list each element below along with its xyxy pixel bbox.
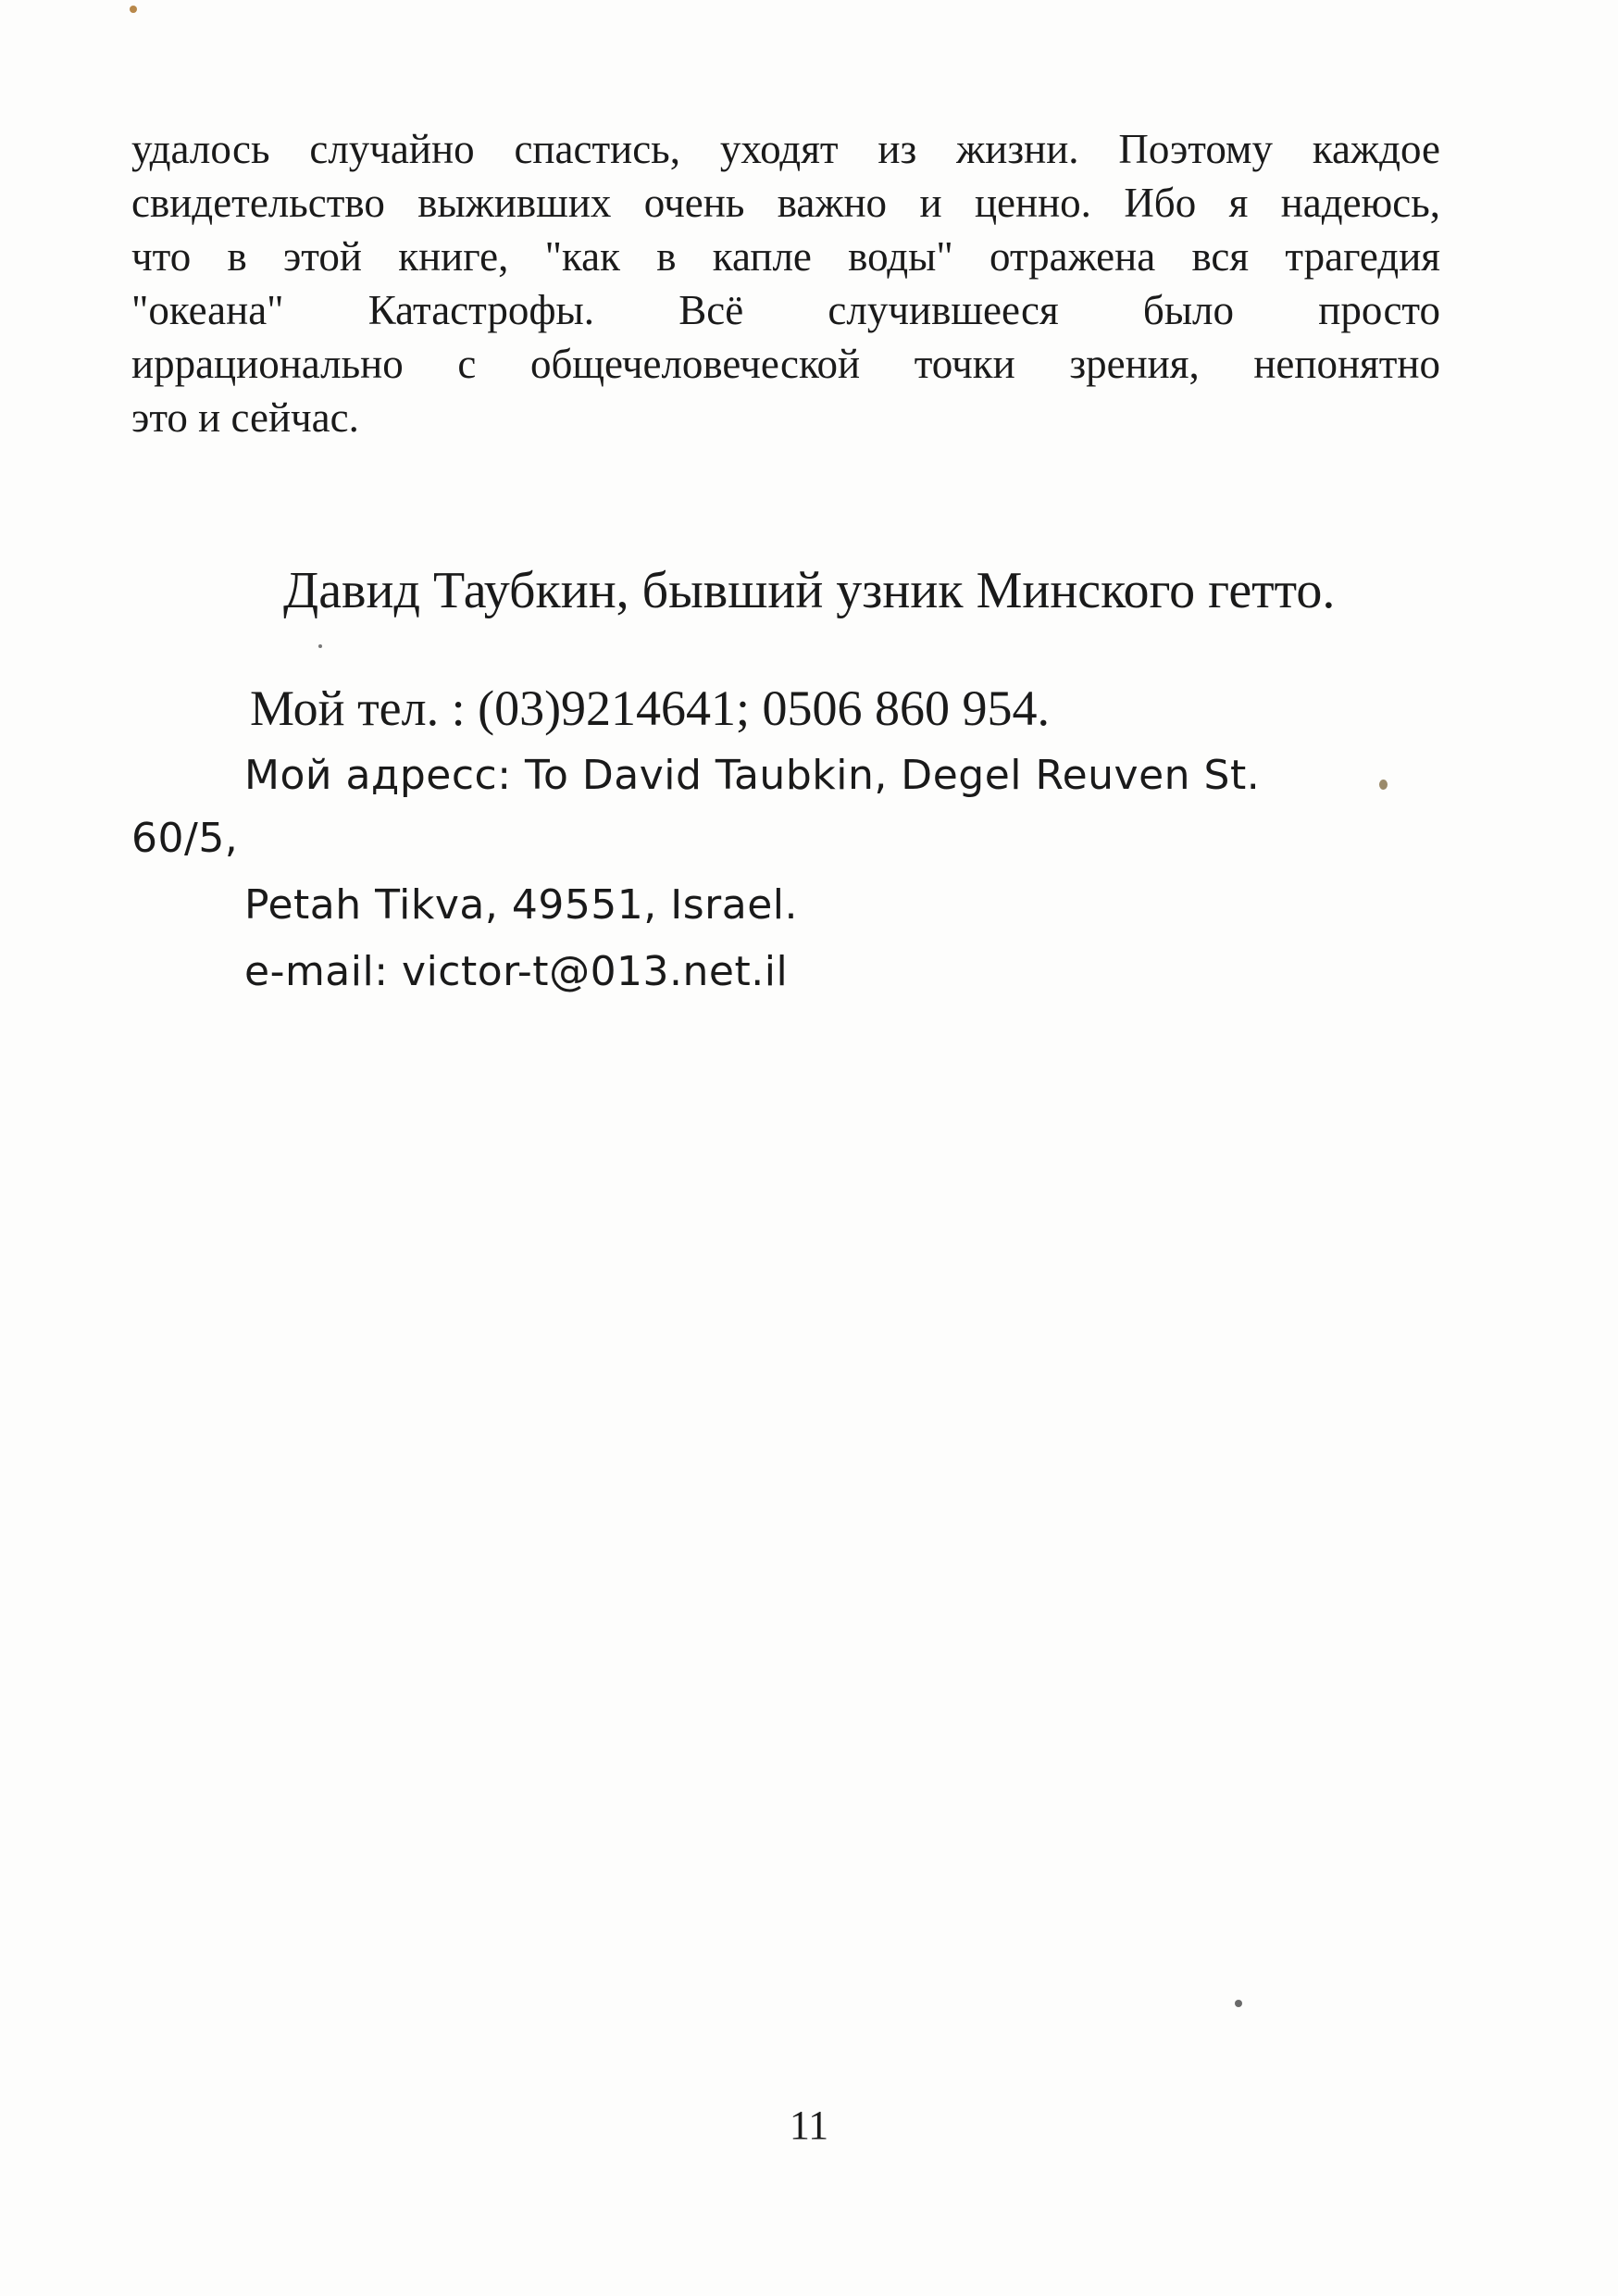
address-line: Petah Tikva, 49551, Israel. xyxy=(244,881,799,929)
address-line: Мой адресс: To David Taubkin, Degel Reuven St. xyxy=(244,752,1261,799)
address-line: 60/5, xyxy=(131,815,239,862)
scan-speck xyxy=(130,6,137,13)
scan-speck xyxy=(1235,2000,1242,2007)
paragraph-line: "океана" Катастрофы. Всё случившееся было просто xyxy=(131,287,1440,333)
scan-speck xyxy=(318,644,322,648)
paragraph-line: свидетельство выживших очень важно и ценно. Ибо я надеюсь, xyxy=(131,180,1440,226)
page-number: 11 xyxy=(789,2103,829,2148)
scan-speck xyxy=(1379,780,1388,790)
paragraph-line: это и сейчас. xyxy=(131,394,359,441)
email-line: e-mail: victor-t@013.net.il xyxy=(244,948,789,995)
phone-line: Мой тел. : (03)9214641; 0506 860 954. xyxy=(250,680,1051,736)
paragraph-line: что в этой книге, "как в капле воды" отражена вся трагедия xyxy=(131,233,1440,280)
paragraph-line: удалось случайно спастись, уходят из жизни. Поэтому каждое xyxy=(131,126,1440,172)
body-paragraph xyxy=(131,122,1440,444)
paragraph-line: иррационально с общечеловеческой точки зрения, непонятно xyxy=(131,341,1440,387)
author-signature: Давид Таубкин, бывший узник Минского гетто. xyxy=(283,562,1336,619)
